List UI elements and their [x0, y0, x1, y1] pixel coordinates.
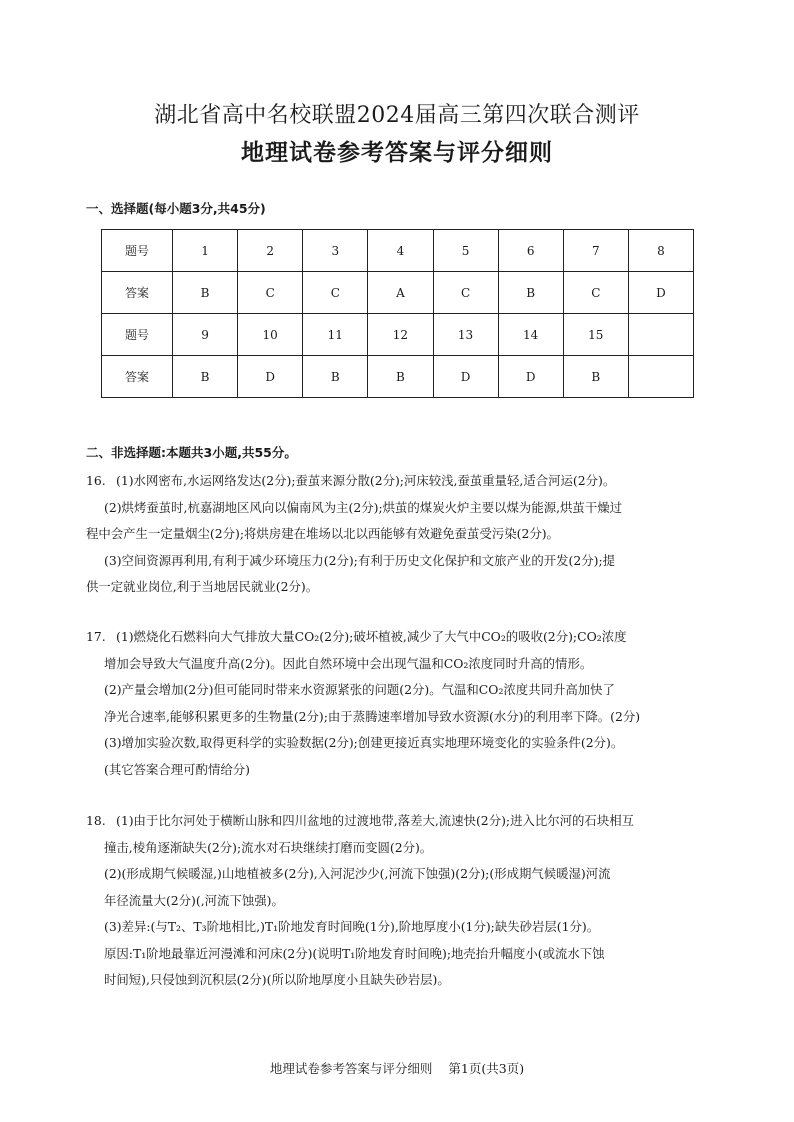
table-cell: [628, 356, 693, 398]
table-cell: D: [628, 272, 693, 314]
table-cell: B: [173, 356, 238, 398]
table-cell: 答案: [102, 356, 173, 398]
answer-line: 增加会导致大气温度升高(2分)。因此自然环境中会出现气温和CO₂浓度同时升高的情形。: [104, 655, 593, 671]
table-cell: 3: [303, 230, 368, 272]
table-row: [102, 272, 694, 314]
table-cell: B: [303, 356, 368, 398]
table-cell: C: [238, 272, 303, 314]
table-cell: 6: [498, 230, 563, 272]
table-cell: D: [238, 356, 303, 398]
answer-line: (3)差异:(与T₂、T₃阶地相比,)T₁阶地发育时间晚(1分),阶地厚度小(1分);缺失砂岩层(1分)。: [104, 919, 600, 934]
section2-heading: 二、非选择题:本题共3小题,共55分。: [86, 445, 297, 460]
table-row: [102, 356, 694, 398]
table-cell: 10: [238, 314, 303, 356]
answer-line: 供一定就业岗位,利于当地居民就业(2分)。: [86, 579, 319, 594]
question-18-answer: [86, 808, 706, 994]
table-cell: B: [563, 356, 628, 398]
answer-line: 撞击,棱角逐渐缺失(2分);流水对石块继续打磨而变圆(2分)。: [104, 839, 433, 855]
question-16-answer: [86, 468, 706, 601]
answer-line: 净光合速率,能够积累更多的生物量(2分);由于蒸腾速率增加导致水资源(水分)的利用率下降。(2分): [104, 708, 641, 724]
answer-table: [101, 229, 694, 398]
table-cell: C: [303, 272, 368, 314]
page-footer: [0, 1059, 794, 1077]
table-cell: 13: [433, 314, 498, 356]
answer-line: 程中会产生一定量烟尘(2分);将烘房建在堆场以北以西能够有效避免蚕茧受污染(2分)。: [86, 526, 559, 541]
table-cell: 题号: [102, 314, 173, 356]
table-cell: 15: [563, 314, 628, 356]
table-cell: 9: [173, 314, 238, 356]
table-cell: 14: [498, 314, 563, 356]
answer-line: (其它答案合理可酌情给分): [104, 761, 250, 777]
table-cell: D: [498, 356, 563, 398]
table-cell: [628, 314, 693, 356]
table-cell: C: [433, 272, 498, 314]
document-title: 湖北省高中名校联盟2024届高三第四次联合测评: [154, 103, 640, 128]
table-cell: C: [563, 272, 628, 314]
table-cell: B: [173, 272, 238, 314]
table-cell: B: [368, 356, 433, 398]
footer-page-number: 第1页(共3页): [448, 1061, 525, 1076]
table-cell: 5: [433, 230, 498, 272]
table-row: [102, 314, 694, 356]
table-row: [102, 230, 694, 272]
answer-line: 年径流量大(2分)(,河流下蚀强)。: [104, 892, 284, 908]
answer-line: (2)(形成期气候暖湿,)山地植被多(2分),入河泥沙少(,河流下蚀强)(2分);(形成期气候暖湿)河流: [104, 866, 611, 881]
question-17-answer: [86, 624, 706, 783]
answer-line: (3)增加实验次数,取得更科学的实验数据(2分);创建更接近真实地理环境变化的实验条件(2分)。: [104, 735, 624, 750]
table-cell: 7: [563, 230, 628, 272]
table-cell: 8: [628, 230, 693, 272]
question-number: 17.: [86, 629, 106, 644]
question-number: 16.: [86, 473, 106, 488]
table-cell: 11: [303, 314, 368, 356]
table-cell: B: [498, 272, 563, 314]
answer-line: (3)空间资源再利用,有利于减少环境压力(2分);有利于历史文化保护和文旅产业的开发(2分);提: [104, 552, 616, 568]
table-cell: 4: [368, 230, 433, 272]
answer-line: 时间短),只侵蚀到沉积层(2分)(所以阶地厚度小且缺失砂岩层)。: [104, 972, 450, 987]
footer-doc-name: 地理试卷参考答案与评分细则: [269, 1061, 433, 1076]
question-number: 18.: [86, 813, 106, 828]
answer-line: 18. (1)由于比尔河处于横断山脉和四川盆地的过渡地带,落差大,流速快(2分);进入比尔河的石块相互: [86, 808, 706, 835]
answer-line: 原因:T₁阶地最靠近河漫滩和河床(2分)(说明T₁阶地发育时间晚);地壳抬升幅度小(或流水下蚀: [104, 945, 605, 961]
table-cell: D: [433, 356, 498, 398]
section1-heading: 一、选择题(每小题3分,共45分): [86, 201, 266, 216]
table-cell: 题号: [102, 230, 173, 272]
table-cell: 1: [173, 230, 238, 272]
table-cell: 2: [238, 230, 303, 272]
table-cell: 答案: [102, 272, 173, 314]
answer-line: (2)烘烤蚕茧时,杭嘉湖地区风向以偏南风为主(2分);烘茧的煤炭火炉主要以煤为能源,烘茧干燥过: [104, 499, 622, 515]
table-cell: 12: [368, 314, 433, 356]
answer-line: (2)产量会增加(2分)但可能同时带来水资源紧张的问题(2分)。气温和CO₂浓度共同升高加快了: [104, 682, 615, 697]
table-cell: A: [368, 272, 433, 314]
document-subtitle: 地理试卷参考答案与评分细则: [241, 140, 553, 166]
answer-line: 16. (1)水网密布,水运网络发达(2分);蚕茧来源分散(2分);河床较浅,蚕茧重量轻,适合河运(2分)。: [86, 468, 706, 495]
answer-line: 17. (1)燃烧化石燃料向大气排放大量CO₂(2分);破坏植被,减少了大气中CO₂的吸收(2分);CO₂浓度: [86, 624, 706, 651]
